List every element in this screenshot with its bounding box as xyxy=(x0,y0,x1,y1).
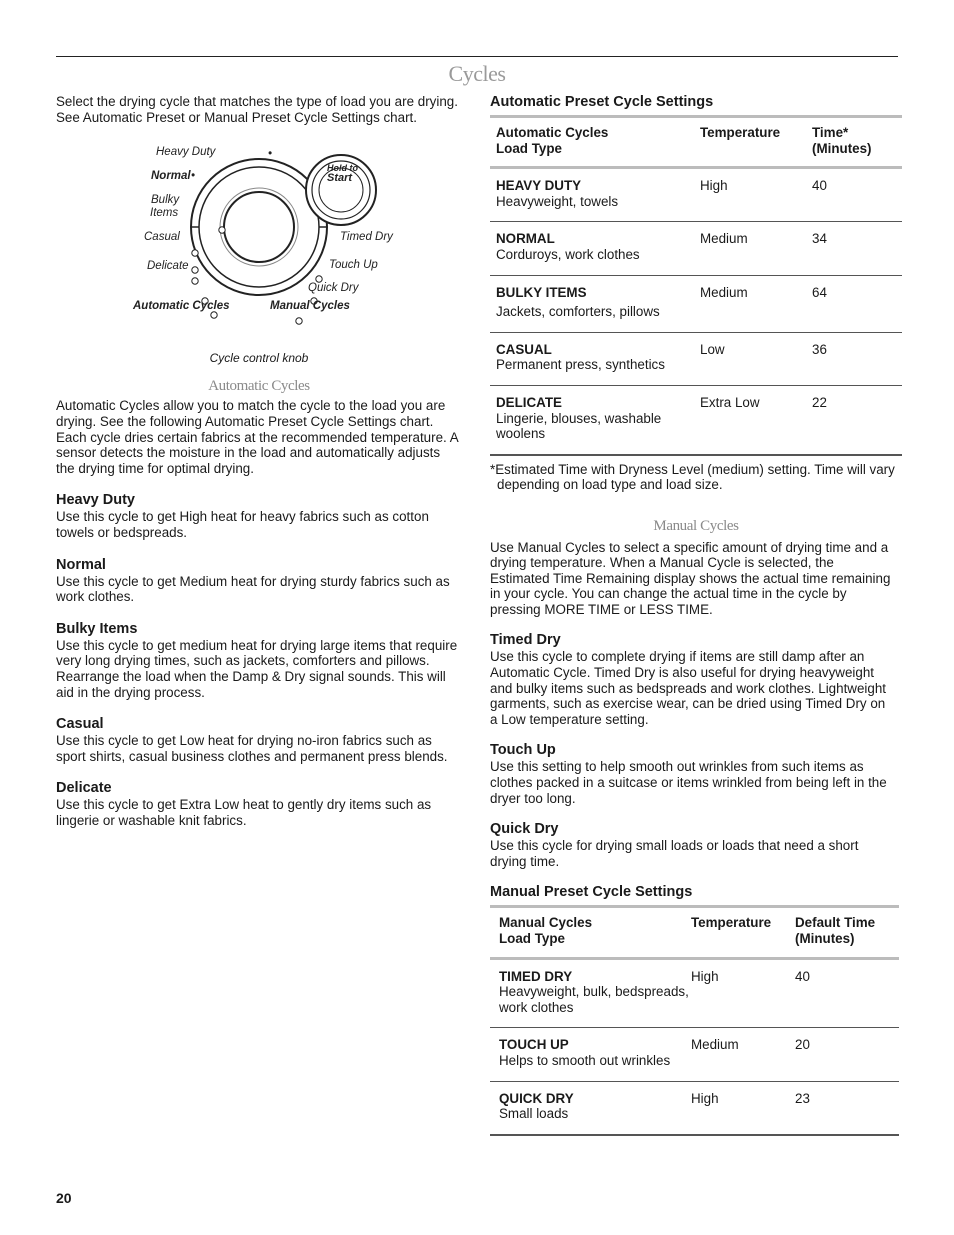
cycle-name: NORMAL xyxy=(496,231,555,247)
knob-label-heavy-duty: Heavy Duty xyxy=(156,146,216,159)
header-temperature: Temperature xyxy=(700,117,812,168)
automatic-cycles-body: Automatic Cycles allow you to match the cycle to the load you are drying. See the following Automatic Preset Cycle Settings chart. Each cycle dries certain fabrics at the recommended temperature. A sensor detects the moisture in the load and automatically adjusts the drying time for optimal drying. xyxy=(56,398,458,476)
casual-title: Casual xyxy=(56,716,104,733)
header-temperature: Temperature xyxy=(691,907,795,958)
quick-dry-text: Use this cycle for drying small loads or loads that need a short drying time. xyxy=(490,838,859,869)
delicate-text: Use this cycle to get Extra Low heat to gently dry items such as lingerie or washable knit fabrics. xyxy=(56,797,432,828)
intro-text: Select the drying cycle that matches the type of load you are drying. See Automatic Preset or Manual Preset Cycle Settings chart. xyxy=(56,94,458,125)
knob-graphic xyxy=(56,143,462,343)
time-cell: 64 xyxy=(812,275,902,332)
touch-up-text: Use this setting to help smooth out wrinkles from such items as clothes packed in a suitcase or items wrinkled from being left in the dryer too long. xyxy=(490,759,887,806)
timed-dry-title: Timed Dry xyxy=(490,632,561,649)
time-cell: 20 xyxy=(795,1028,899,1081)
temperature-cell: High xyxy=(691,1081,795,1135)
table-row xyxy=(490,958,899,1028)
header-cycles: Automatic Cycles Load Type xyxy=(490,117,700,168)
cycle-name: BULKY ITEMS xyxy=(496,284,587,300)
table-row xyxy=(490,222,902,275)
header-time: Default Time (Minutes) xyxy=(795,907,899,958)
knob-label-timed-dry: Timed Dry xyxy=(340,231,393,244)
knob-label-hold-to: Hold to xyxy=(327,163,358,174)
page-number: 20 xyxy=(56,1190,72,1206)
table-row xyxy=(490,1081,899,1135)
manual-cycles-heading: Manual Cycles xyxy=(653,517,739,534)
knob-label-automatic-cycles: Automatic Cycles xyxy=(133,300,230,313)
manual-table-title: Manual Preset Cycle Settings xyxy=(490,884,693,901)
time-cell: 34 xyxy=(812,222,902,275)
right-column xyxy=(490,94,902,1136)
temperature-cell: Medium xyxy=(700,222,812,275)
load-type: Heavyweight, bulk, bedspreads, work clothes xyxy=(499,984,689,1015)
automatic-cycles-heading: Automatic Cycles xyxy=(208,377,310,394)
load-type: Lingerie, blouses, washable woolens xyxy=(496,410,662,442)
knob-label-quick-dry: Quick Dry xyxy=(308,282,359,295)
temperature-cell: Low xyxy=(700,332,812,385)
page-title: Cycles xyxy=(448,61,506,86)
table-row xyxy=(490,168,902,222)
header-time: Time* (Minutes) xyxy=(812,117,902,168)
knob-dot: • xyxy=(268,148,273,161)
heavy-duty-text: Use this cycle to get High heat for heavy fabrics such as cotton towels or bedspreads. xyxy=(56,509,429,540)
auto-preset-table xyxy=(490,115,902,456)
delicate-title: Delicate xyxy=(56,780,112,797)
cycle-name: TIMED DRY xyxy=(499,968,573,984)
normal-title: Normal xyxy=(56,556,106,573)
casual-text: Use this cycle to get Low heat for drying no-iron fabrics such as sport shirts, casual business clothes and permanent press blends. xyxy=(56,733,448,764)
knob-label-bulky-1: Bulky xyxy=(151,194,180,207)
cycle-name: HEAVY DUTY xyxy=(496,178,582,194)
table-header-row xyxy=(490,907,899,958)
cycle-name: DELICATE xyxy=(496,394,562,410)
cycle-knob-illustration xyxy=(56,143,462,343)
bulky-items-title: Bulky Items xyxy=(56,620,138,637)
manual-cycles-body: Use Manual Cycles to select a specific amount of drying time and a drying temperature. When a Manual Cycle is selected, the Estimated Time Remaining display shows the actual time remaining in your cycle. You can change the actual time in the cycle by pressing MORE TIME or LESS TIME. xyxy=(490,539,891,617)
auto-table-title: Automatic Preset Cycle Settings xyxy=(490,94,714,110)
load-type: Small loads xyxy=(499,1106,569,1122)
table-row xyxy=(490,275,902,332)
auto-table-footnote: *Estimated Time with Dryness Level (medium) setting. Time will vary depending on load type and load size. xyxy=(490,461,895,493)
bulky-items-text: Use this cycle to get medium heat for drying large items that require very long drying times, such as jackets, comforters and pillows. Rearrange the load when the Damp & Dry signal sounds. This will aid in the drying process. xyxy=(56,637,458,700)
time-cell: 22 xyxy=(812,385,902,454)
time-cell: 36 xyxy=(812,332,902,385)
load-type: Helps to smooth out wrinkles xyxy=(499,1052,671,1068)
load-type: Corduroys, work clothes xyxy=(496,246,640,262)
temperature-cell: Extra Low xyxy=(700,385,812,454)
normal-text: Use this cycle to get Medium heat for drying sturdy fabrics such as work clothes. xyxy=(56,573,450,605)
temperature-cell: Medium xyxy=(691,1028,795,1081)
quick-dry-title: Quick Dry xyxy=(490,821,559,838)
knob-label-delicate: Delicate xyxy=(147,260,189,273)
cycle-name: CASUAL xyxy=(496,341,552,357)
temperature-cell: High xyxy=(691,958,795,1028)
cycle-name: TOUCH UP xyxy=(499,1037,569,1053)
timed-dry-text: Use this cycle to complete drying if items are still damp after an Automatic Cycle. Timed Dry is also useful for drying heavyweight and bulky items such as bedspreads and work clothes. Lightweight garments, such as exercise wear, can be dried using Timed Dry on a Low temperature setting. xyxy=(490,649,886,727)
load-type: Jackets, comforters, pillows xyxy=(496,304,660,320)
manual-preset-table xyxy=(490,905,899,1135)
top-rule xyxy=(56,56,898,57)
knob-dot: • xyxy=(191,170,196,183)
load-type: Heavyweight, towels xyxy=(496,193,619,209)
knob-label-touch-up: Touch Up xyxy=(329,259,378,272)
knob-label-start: Start xyxy=(327,172,353,185)
table-row xyxy=(490,1028,899,1081)
knob-label-bulky-2: Items xyxy=(150,207,179,220)
knob-label-normal: Normal xyxy=(151,170,191,183)
load-type: Permanent press, synthetics xyxy=(496,357,665,373)
table-row xyxy=(490,332,902,385)
knob-label-casual: Casual xyxy=(144,231,180,244)
left-column xyxy=(56,94,462,828)
knob-caption: Cycle control knob xyxy=(209,351,309,366)
knob-label-manual-cycles: Manual Cycles xyxy=(270,300,350,313)
temperature-cell: Medium xyxy=(700,275,812,332)
touch-up-title: Touch Up xyxy=(490,742,556,759)
heavy-duty-title: Heavy Duty xyxy=(56,492,135,509)
time-cell: 23 xyxy=(795,1081,899,1135)
time-cell: 40 xyxy=(812,168,902,222)
temperature-cell: High xyxy=(700,168,812,222)
table-header-row xyxy=(490,117,902,168)
header-cycles: Manual Cycles Load Type xyxy=(490,907,691,958)
table-row xyxy=(490,385,902,454)
time-cell: 40 xyxy=(795,958,899,1028)
cycle-name: QUICK DRY xyxy=(499,1090,574,1106)
